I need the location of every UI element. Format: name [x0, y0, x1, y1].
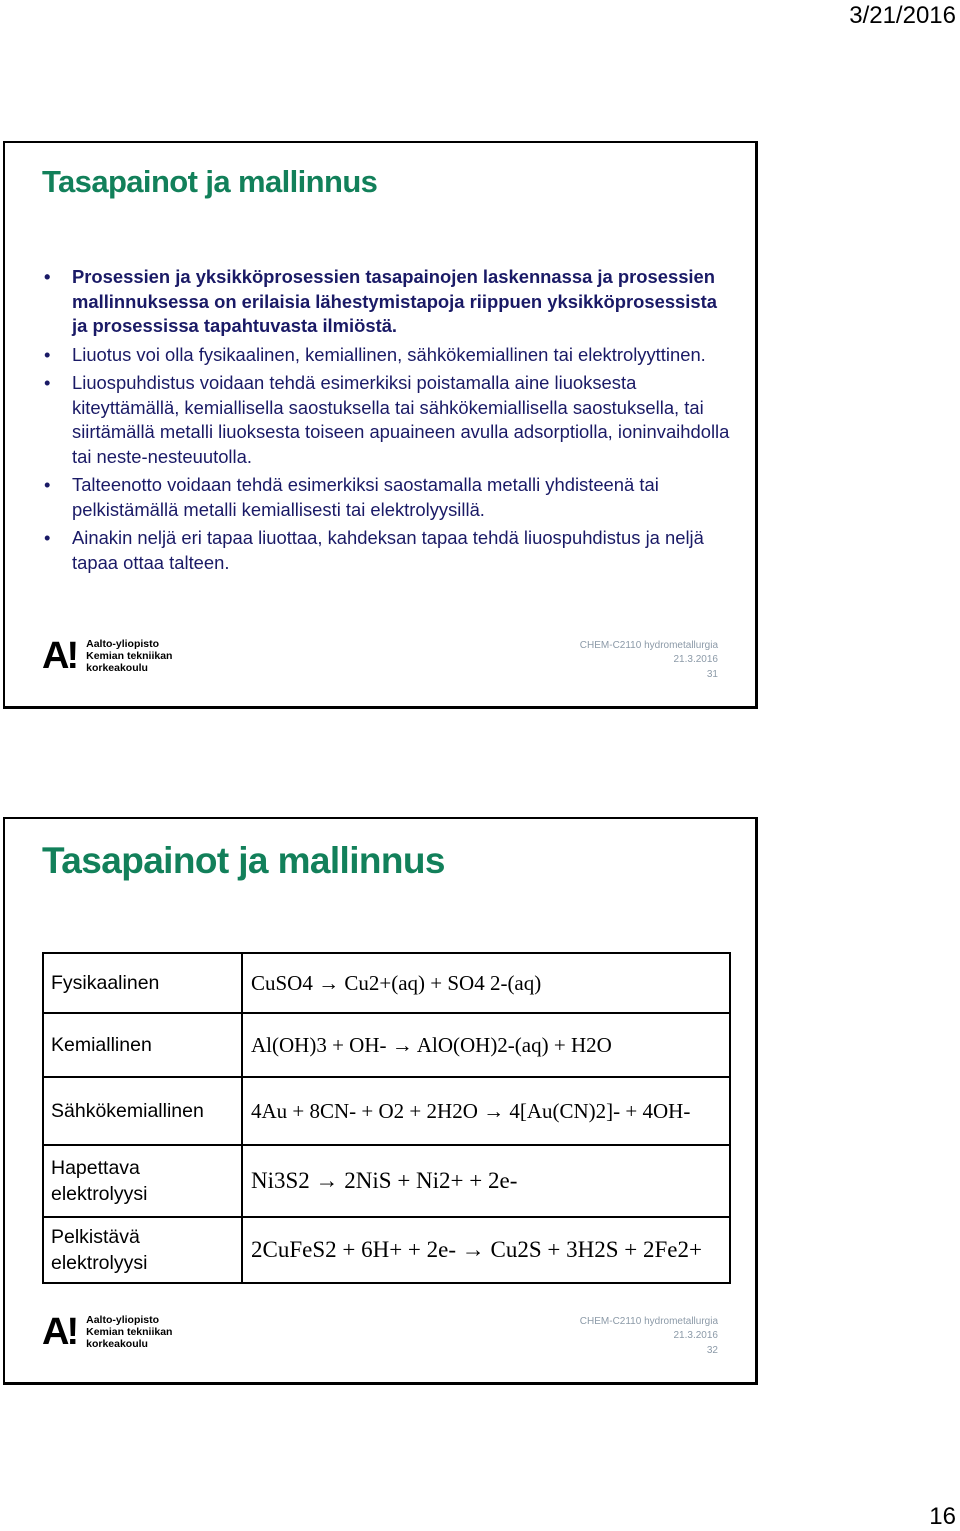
slide-number: 32 — [706, 1344, 718, 1356]
aalto-logo — [42, 635, 173, 677]
table-row — [43, 953, 730, 1013]
slide-footer — [580, 1315, 718, 1359]
slide-title: Tasapainot ja mallinnus — [42, 164, 378, 199]
reaction-type: Sähkökemiallinen — [43, 1077, 242, 1145]
bullet-item: • Talteenotto voidaan tehdä esimerkiksi saostamalla metalli yhdisteenä tai pelkistämällä metalli kemiallisesti tai elektrolyysillä. — [44, 474, 659, 520]
bullet-item: • Prosessien ja yksikköprosessien tasapainojen laskennassa ja prosessien mallinnuksessa on erilaisia lähestymistapoja riippuen yksikköprosessista ja prosessissa tapahtuvasta ilmiöstä. — [44, 266, 717, 336]
table-row — [43, 1013, 730, 1077]
footer-date: 21.3.2016 — [673, 1330, 718, 1341]
reaction-equation: 4Au + 8CN- + O2 + 2H2O → 4[Au(CN)2]- + 4OH- — [242, 1077, 730, 1145]
table-row — [43, 1077, 730, 1145]
logo-text: Aalto-yliopisto Kemian tekniikan korkeakoulu — [86, 638, 173, 674]
reaction-type: Pelkistävä elektrolyysi — [43, 1217, 242, 1283]
aalto-logo-icon: A! — [42, 635, 77, 677]
bullet-item: • Ainakin neljä eri tapaa liuottaa, kahdeksan tapaa tehdä liuospuhdistus ja neljä tapaa ottaa talteen. — [44, 527, 704, 573]
reaction-type: Hapettava elektrolyysi — [43, 1145, 242, 1217]
slide-footer — [580, 639, 718, 683]
footer-date: 21.3.2016 — [673, 654, 718, 665]
reaction-equation: Ni3S2 → 2NiS + Ni2+ + 2e- — [242, 1145, 730, 1217]
footer-course: CHEM-C2110 hydrometallurgia — [579, 1315, 718, 1327]
bullet-item: • Liuospuhdistus voidaan tehdä esimerkiksi poistamalla aine liuoksesta kiteyttämällä, kemiallisella saostuksella tai sähkökemiallisella saostuksella, tai siirtämällä metalli liuoksesta toiseen apuaineen avulla adsorptiolla, ioninvaihdolla tai neste-nesteuutolla. — [44, 372, 730, 467]
slide-31 — [3, 141, 758, 709]
slide-32 — [3, 817, 758, 1385]
reaction-equation: 2CuFeS2 + 6H+ + 2e- → Cu2S + 3H2S + 2Fe2+ — [242, 1217, 730, 1283]
reaction-type: Fysikaalinen — [43, 953, 242, 1013]
aalto-logo-icon: A! — [42, 1311, 77, 1353]
bullet-list — [42, 265, 732, 579]
reaction-equation: Al(OH)3 + OH- → AlO(OH)2-(aq) + H2O — [242, 1013, 730, 1077]
bullet-icon: • — [44, 474, 51, 495]
aalto-logo — [42, 1311, 173, 1353]
slide-number: 31 — [706, 668, 718, 680]
bullet-icon: • — [44, 372, 51, 393]
bullet-icon: • — [44, 527, 51, 548]
page-date: 3/21/2016 — [849, 2, 956, 29]
table-row — [43, 1217, 730, 1283]
reaction-type: Kemiallinen — [43, 1013, 242, 1077]
footer-course: CHEM-C2110 hydrometallurgia — [579, 639, 718, 651]
logo-text: Aalto-yliopisto Kemian tekniikan korkeakoulu — [86, 1314, 173, 1350]
bullet-item: • Liuotus voi olla fysikaalinen, kemiallinen, sähkökemiallinen tai elektrolyyttinen. — [42, 343, 732, 368]
reaction-equation: CuSO4 → Cu2+(aq) + SO4 2-(aq) — [242, 953, 730, 1013]
slide-title: Tasapainot ja mallinnus — [42, 840, 445, 881]
bullet-icon: • — [44, 266, 51, 287]
table-row — [43, 1145, 730, 1217]
page-number: 16 — [929, 1503, 956, 1530]
reaction-table — [42, 952, 731, 1284]
bullet-icon: • — [44, 343, 51, 365]
